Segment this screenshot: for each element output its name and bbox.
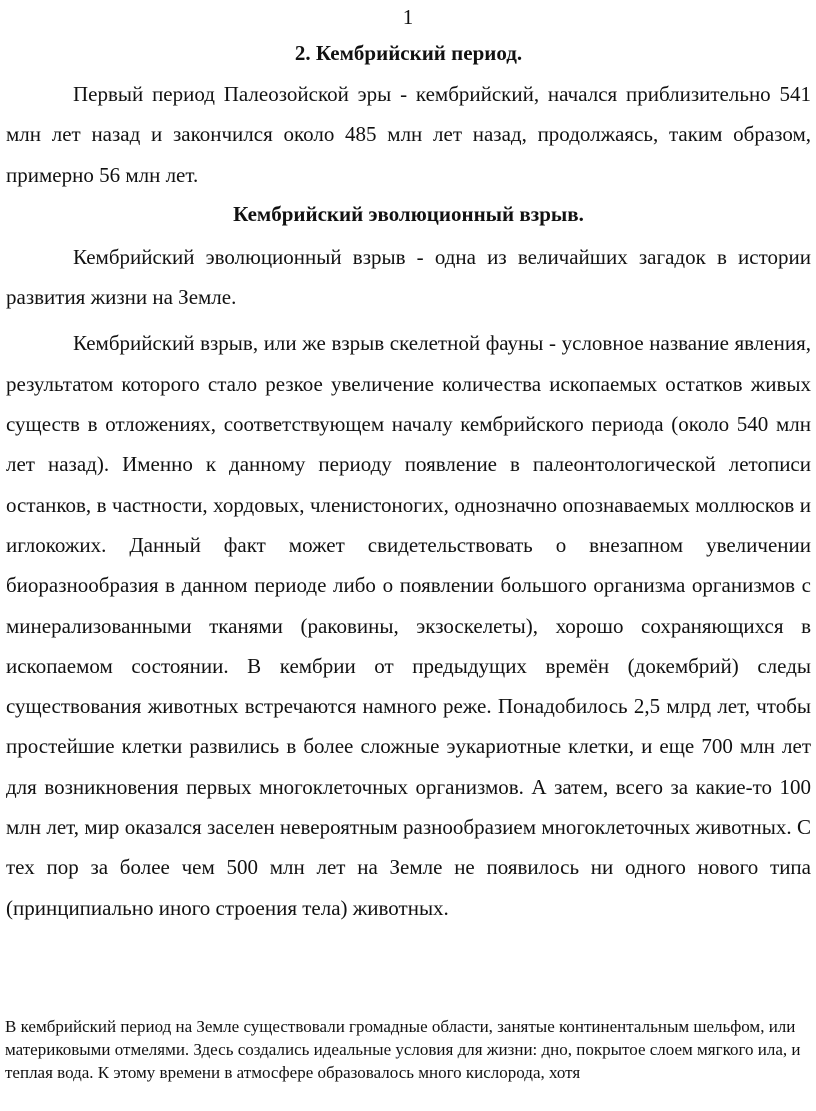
paragraph-explosion-details: Кембрийский взрыв, или же взрыв скелетной фауны - условное название явления, результатом которого стало резкое увеличение количества ископаемых остатков живых существ в отложениях, соответствующем началу кембрийского периода (около 540 млн лет назад). Именно к данному периоду появление в палеонтологической летописи останков, в частности, хордовых, членистоногих, однозначно опознаваемых моллюсков и иглокожих. Данный факт может свидетельствовать о внезапном увеличении биоразнообразия в данном периоде либо о появлении большого организма организмов с минерализованными тканями (раковины, экзоскелеты), хорошо сохраняющихся в ископаемом состоянии. В кембрии от предыдущих времён (докембрий) следы существования животных встречаются намного реже. Понадобилось 2,5 млрд лет, чтобы простейшие клетки развились в более сложные эукариотные клетки, и еще 700 млн лет для возникновения первых многоклеточных организмов. А затем, всего за какие-то 100 млн лет, мир оказался заселен невероятным разнообразием многоклеточных животных. С тех пор за более чем 500 млн лет на Земле не появилось ни одного нового типа (принципиально иного строения тела) животных.: [6, 331, 811, 920]
document-content: [6, 40, 811, 934]
page-number: 1: [402, 5, 414, 29]
section-heading: 2. Кембрийский период.: [294, 41, 523, 65]
paragraph-explosion-intro: Кембрийский эволюционный взрыв - одна из величайших загадок в истории развития жизни на Земле.: [6, 244, 811, 310]
small-text-block: [5, 1015, 805, 1084]
section-subheading: Кембрийский эволюционный взрыв.: [233, 201, 584, 226]
paragraph-cambrian-intro: Первый период Палеозойской эры - кембрийский, начался приблизительно 541 млн лет назад и закончился около 485 млн лет назад, продолжаясь, таким образом, примерно 56 млн лет.: [6, 82, 811, 187]
paragraph-cambrian-conditions: В кембрийский период на Земле существовали громадные области, занятые континентальным шельфом, или материковыми отмелями. Здесь создались идеальные условия для жизни: дно, покрытое слоем мягкого ила, и теплая вода. К этому времени в атмосфере образовалось много кислорода, хотя: [5, 1017, 801, 1082]
